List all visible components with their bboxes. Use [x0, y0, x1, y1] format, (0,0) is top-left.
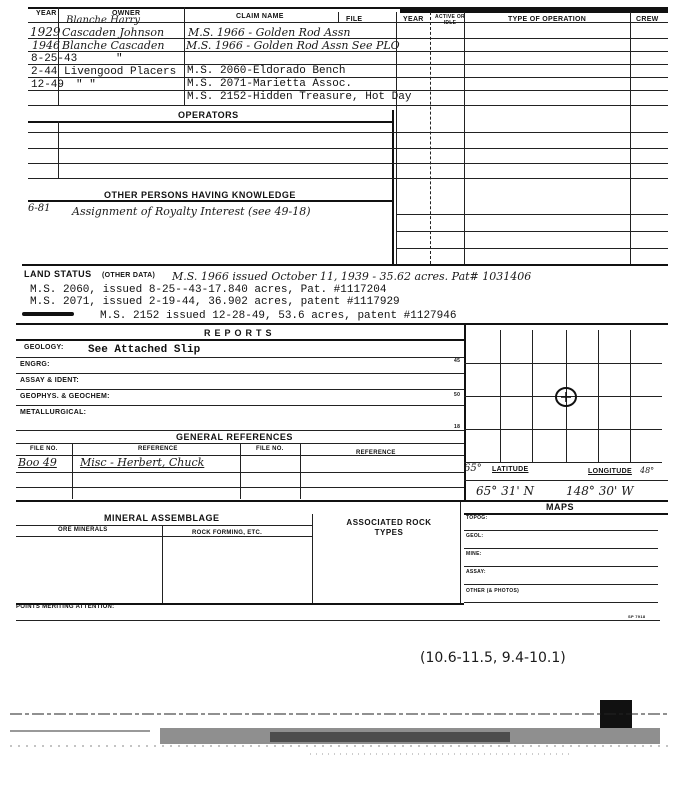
header-year2: YEAR — [403, 16, 424, 23]
other-persons-date: 6-81 — [28, 203, 51, 214]
genref-entry-ref: Misc - Herbert, Chuck — [80, 456, 205, 469]
other-persons-entry: Assignment of Royalty Interest (see 49-18) — [72, 205, 311, 218]
owner-row-3-owner: " — [116, 53, 123, 65]
header-dark-bar — [400, 8, 668, 13]
genref-entry-file: Boo 49 — [18, 456, 57, 469]
reports-num-50: 50 — [454, 392, 461, 398]
owner-row-3-year: 8-25-43 — [31, 53, 78, 65]
owner-row-5-owner: " " — [76, 79, 96, 91]
genref-file-no: FILE NO. — [30, 446, 58, 452]
owner-row-2-year: 1946 — [32, 39, 60, 52]
genref-file-no2: FILE NO. — [256, 446, 284, 452]
owner-row-4-claim: M.S. 2071-Marietta Assoc. — [187, 78, 353, 90]
operators-title: OPERATORS — [178, 110, 239, 120]
land-status-sublabel: (OTHER DATA) — [102, 272, 156, 279]
genref-reference2: REFERENCE — [356, 450, 396, 456]
owner-row-3-claim: M.S. 2060-Eldorado Bench — [187, 65, 346, 77]
header-claim-name: CLAIM NAME — [236, 13, 284, 20]
ore-minerals: ORE MINERALS — [58, 527, 108, 533]
other-persons-title: OTHER PERSONS HAVING KNOWLEDGE — [104, 190, 296, 200]
owner-row-1-year: 1929 — [30, 25, 61, 39]
land-status-label: LAND STATUS — [24, 269, 92, 279]
maps-assay: ASSAY: — [466, 569, 486, 575]
header-file: FILE — [346, 16, 363, 23]
latitude-value: 65° 31' N — [476, 484, 534, 498]
coords-note: (10.6-11.5, 9.4-10.1) — [420, 650, 566, 666]
reports-num-45: 45 — [454, 358, 461, 364]
land-status-line2: M.S. 2060, issued 8-25--43-17.840 acres, Pat. #1117204 — [30, 284, 387, 296]
land-status-line3: M.S. 2071, issued 2-19-44, 36.902 acres, patent #1117929 — [30, 296, 400, 308]
general-references-title: GENERAL REFERENCES — [176, 432, 293, 442]
owner-row-1-owner: Blanche Harry — [66, 15, 140, 26]
longitude-suffix: 48° — [640, 466, 655, 475]
maps-topog: TOPOG: — [466, 515, 488, 521]
reports-assay: ASSAY & IDENT: — [20, 377, 80, 384]
header-owner: OWNER — [112, 10, 141, 17]
owner-row-2-claim: M.S. 1966 - Golden Rod Assn See PLO — [186, 39, 400, 52]
mineral-assemblage-title: MINERAL ASSEMBLAGE — [104, 513, 220, 523]
reports-geology-value: See Attached Slip — [88, 344, 201, 356]
owner-row-4-owner: Livengood Placers — [64, 66, 177, 78]
location-circle-marker — [554, 386, 578, 408]
latitude-label: LATITUDE — [492, 466, 529, 473]
maps-title: MAPS — [546, 502, 575, 512]
land-status-handwritten: M.S. 1966 issued October 11, 1939 - 35.62 acres. Pat# 1031406 — [172, 270, 532, 283]
maps-geol: GEOL: — [466, 533, 484, 539]
reports-geophys: GEOPHYS. & GEOCHEM: — [20, 393, 110, 400]
reports-title: REPORTS — [204, 328, 276, 338]
reports-geology-label: GEOLOGY: — [24, 344, 64, 351]
genref-reference: REFERENCE — [138, 446, 178, 452]
lat-prefix: 65° — [464, 463, 482, 474]
redaction-mark — [22, 312, 74, 316]
owner-row-1-claim: M.S. 1966 - Golden Rod Assn — [188, 26, 351, 39]
owner-row-1-owner2: Cascaden Johnson — [62, 26, 165, 39]
header-active-idle: ACTIVE OR IDLE — [435, 14, 465, 26]
owner-row-5-year: 12-49 — [31, 79, 65, 91]
longitude-label: LONGITUDE — [588, 468, 632, 475]
land-status-line4: M.S. 2152 issued 12-28-49, 53.6 acres, patent #1127946 — [100, 310, 457, 322]
longitude-value: 148° 30' W — [566, 484, 634, 498]
associated-rock-types: ASSOCIATED ROCK TYPES — [346, 518, 432, 537]
scan-noise-band — [10, 706, 670, 766]
header-year: YEAR — [36, 10, 57, 17]
header-crew: CREW — [636, 16, 659, 23]
maps-mine: MINE: — [466, 551, 482, 557]
points-meriting-attention: POINTS MERITING ATTENTION: — [16, 604, 115, 610]
owner-row-5-claim: M.S. 2152-Hidden Treasure, Hot Day — [187, 91, 412, 103]
maps-other: OTHER (& PHOTOS) — [466, 588, 520, 594]
reports-num-18: 18 — [454, 424, 461, 430]
rock-forming: ROCK FORMING, ETC. — [192, 530, 263, 536]
header-type-operation: TYPE OF OPERATION — [508, 16, 587, 23]
reports-metallurgical: METALLURGICAL: — [20, 409, 87, 416]
form-number: SP 7918 — [628, 614, 646, 619]
owner-row-2-owner: Blanche Cascaden — [62, 39, 165, 52]
reports-engrg: ENGRG: — [20, 361, 50, 368]
owner-row-4-year: 2-44 — [31, 66, 58, 78]
